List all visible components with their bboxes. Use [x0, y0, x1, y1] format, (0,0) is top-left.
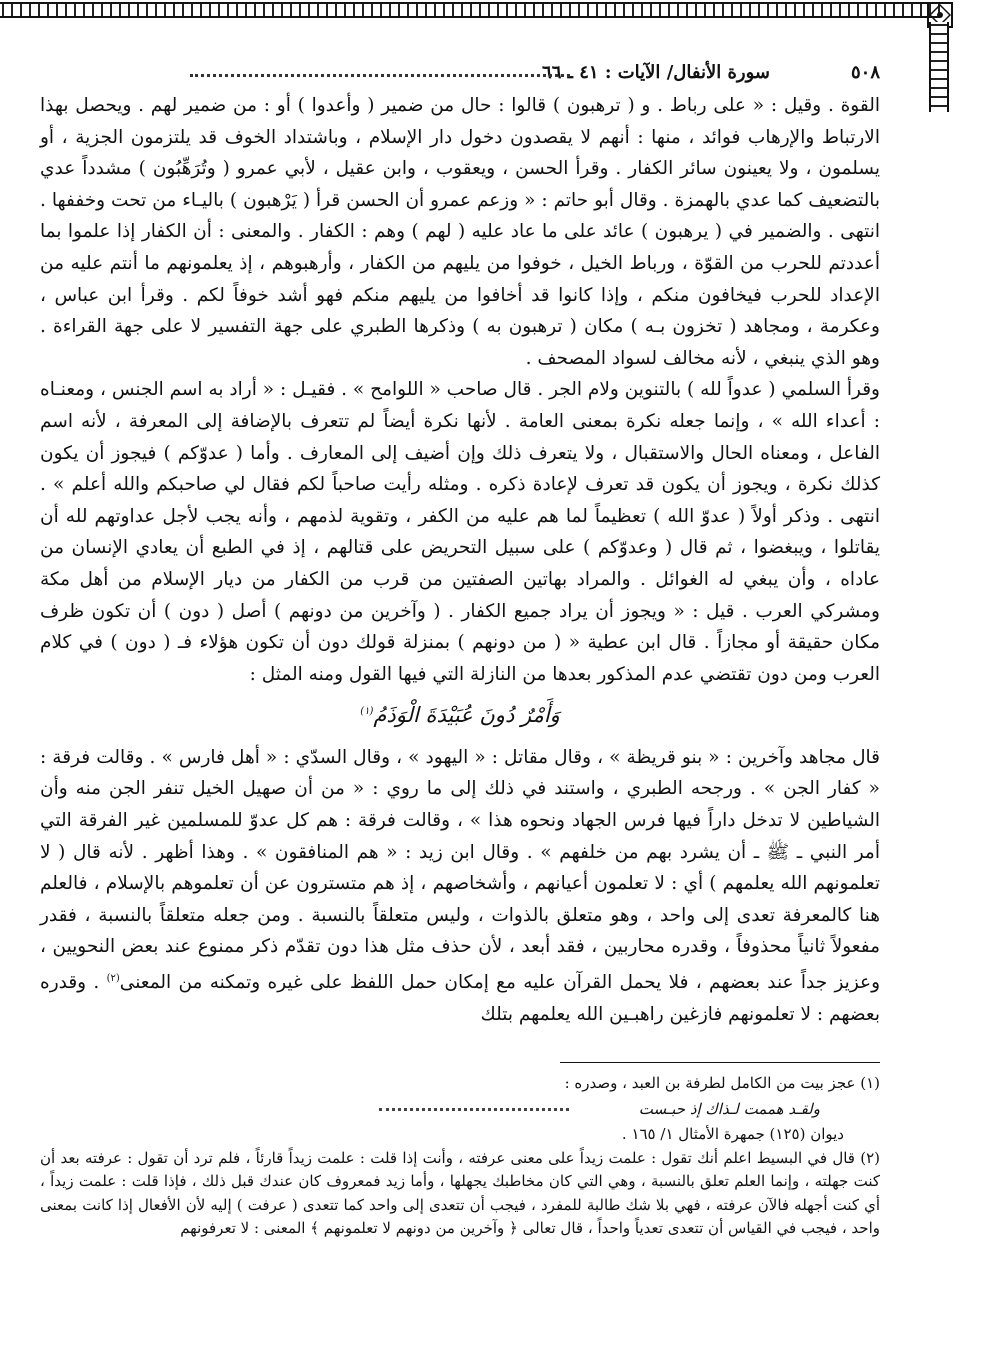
ornamental-border-right — [929, 22, 949, 112]
footnote-1: (١) عجز بيت من الكامل لطرفة بن العبد ، وصدره : — [564, 1074, 880, 1092]
header-dotted-leader — [190, 74, 570, 77]
main-text — [40, 90, 880, 1030]
footnote-1-source: ديوان (١٢٥) جمهرة الأمثال ١/ ١٦٥ . — [621, 1125, 844, 1143]
paragraph — [40, 742, 880, 1031]
verse-text: وَأَمْرٌ دُونَ عُبَيْدَةَ الْوَذَمُ — [373, 703, 560, 728]
paragraph-text: قال مجاهد وآخرين : « بنو قريظة » ، وقال مقاتل : « اليهود » ، وقال السدّي : « أهل فارس » . وقالت فرقة : « كفار الجن » . ورجحه الطبري ، واستند في ذلك إلى ما روي : « من أن صهيل الخيل تنفر الجن منه وأن الشياطين لا تدخل داراً فيها فرس الجهاد ونحوه هذا » ، وقالت فرقة : هم كل عدوّ للمسلمين غير الفرقة التي أمر النبي ـ ﷺ ـ أن يشرد بهم من خلفهم » . وقال ابن زيد : « هم المنافقون » . وهذا أظهر . لأنه قال ( لا تعلمونهم الله يعلمهم ) أي : لا تعلمون أعيانهم ، وأشخاصهم ، إذ هم متسترون عن أن تعلموهم بالإسلام ، فالعلم هنا كالمعرفة تعدى إلى واحد ، وهو متعلق بالذوات ، وليس متعلقاً بالنسبة . ومن جعله متعلقاً بالنسبة ، فقدر مفعولاً ثانياً محذوفاً ، وقدره محاربين ، فقد أبعد ، لأن حذف مثل هذا دون تقدّم ذكر ممنوع عند بعض النحويين ، وعزيز جداً عند بعضهم ، فلا يحمل القرآن عليه مع إمكان حمل اللفظ على غيره وتمكنه من المعنى — [40, 746, 880, 994]
ornamental-border-top — [0, 2, 940, 18]
poetry-verse — [40, 696, 880, 732]
paragraph: القوة . وقيل : « على رباط . و ( ترهبون ) قالوا : حال من ضمير ( وأعدوا ) أو : من ضمير لهم . ويحصل بهذا الارتباط والإرهاب فوائد ، منها : أنهم لا يقصدون دخول دار الإسلام ، وباشتداد الخوف قد يلتزمون الجزية ، أو يسلمون ، ولا يعينون سائر الكفار . وقرأ الحسن ، ويعقوب ، وابن عقيل ، لأبي عمرو ( وتُرَهِّبُون ) مشدداً عدي بالتضعيف كما عدي بالهمزة . وقال أبو حاتم : « وزعم عمرو أن الحسن قرأ ( يَرْهبون ) باليـاء من تحت وخففها . انتهى . والضمير في ( يرهبون ) عائد على ما عاد عليه ( لهم ) وهم : الكفار . والمعنى : أن الكفار إذا علموا بما أعددتم للحرب من القوّة ، ورباط الخيل ، خوفوا من يليهم من الكفار ، وأرهبوهم ، إذ يعلمونهم ما أنتم عليه من الإعداد للحرب فيخافون منكم ، وإذا كانوا قد أخافوا من يليهم منكم فهو أشد خوفاً لكم . وقرأ ابن عباس ، وعكرمة ، ومجاهد ( تخزون بـه ) مكان ( ترهبون به ) وذكرها الطبري على جهة التفسير لا على جهة القراءة . وهو الذي ينبغي ، لأنه مخالف لسواد المصحف . — [40, 95, 880, 369]
footnotes — [40, 1072, 880, 1241]
running-title: سورة الأنفال/ الآيات : ٤١ ـ ٦٦ — [542, 62, 770, 83]
verse-dotted-line — [379, 1108, 569, 1111]
paragraph-text-tail: . وقدره بعضهم : لا تعلمونهم فازغين راهبـين الله يعلمهم بتلك — [40, 972, 880, 1025]
page-number: ٥٠٨ — [850, 62, 880, 83]
page-header — [40, 62, 880, 88]
footnote-1-verse — [40, 1098, 880, 1122]
footnote-2: (٢) قال في البسيط اعلم أنك تقول : علمت زيداً على معنى عرفته ، وأنت إذا قلت : علمت زيداً قارئاً ، فلم ترد أن تقول : عرفته بعد أن كنت جهلته ، وإنما العلم تعلق بالنسبة ، وهي التي كان مخاطبك يجهلها ، وأما زيد فمعروف كان عندك قبل ذلك ، فإذا قلت : علمت زيداً ، أي كنت أجهله فالآن عرفته ، فهي بلا شك طالبة للمفرد ، فيجب أن تتعدى إلى واحد كما تتعدى ( عرفت ) إليه لأن الأفعال إذا كانت بمعنى واحد ، فيجب في القياس أن تتعدى تعدياً واحداً ، قال تعالى ﴿ وآخرين من دونهم لا تعلمونهم ﴾ المعنى : لا تعرفونهم — [40, 1148, 880, 1237]
paragraph: وقرأ السلمي ( عدواً لله ) بالتنوين ولام الجر . قال صاحب « اللوامح » . فقيـل : « أراد به اسم الجنس ، ومعنـاه : أعداء الله » ، وإنما جعله نكرة بمعنى العامة . لأنها نكرة أيضاً لم تتعرف بالإضافة إلى المعرفة ، لأنه اسم الفاعل ، ومعناه الحال والاستقبال ، ولا يتعرف ذلك وإن أضيف إلى المعارف . وأما ( عدوّكم ) فيجوز أن يكون كذلك نكرة ، ويجوز أن يكون قد تعرف لإعادة ذكره . ومثله رأيت صاحباً لكم فقال لي صاحبكم والله أعلم » . انتهى . وذكر أولاً ( عدوّ الله ) تعظيماً لما هم عليه من الكفر ، وتقوية لذمهم ، وأنه يجب لأجل عداوتهم لله أن يقاتلوا ، ويبغضوا ، ثم قال ( وعدوّكم ) على سبيل التحريض على قتالهم ، إذ في الطبع أن يعادي الإنسان من عاداه ، وأن يبغي له الغوائل . والمراد بهاتين الصفتين من قرب من الكفار من ديار الإسلام من أهل مكة ومشركي العرب . قيل : « ويجوز أن يراد جميع الكفار . ( وآخرين من دونهم ) أصل ( دون ) أن تكون ظرف مكان حقيقة أو مجازاً . قال ابن عطية « ( من دونهم ) بمنزلة قولك دون أن تكون هؤلاء فـ ( دون ) في كلام العرب ومن دون تقتضي عدم المذكور بعدها من النازلة التي فيها القول ومنه المثل : — [40, 379, 880, 685]
footnote-marker: (١) — [360, 706, 374, 718]
footnote-marker: (٢) — [106, 973, 120, 985]
verse-hemistich: ولقـد هممت لـذاك إذ حبـست — [638, 1099, 820, 1118]
